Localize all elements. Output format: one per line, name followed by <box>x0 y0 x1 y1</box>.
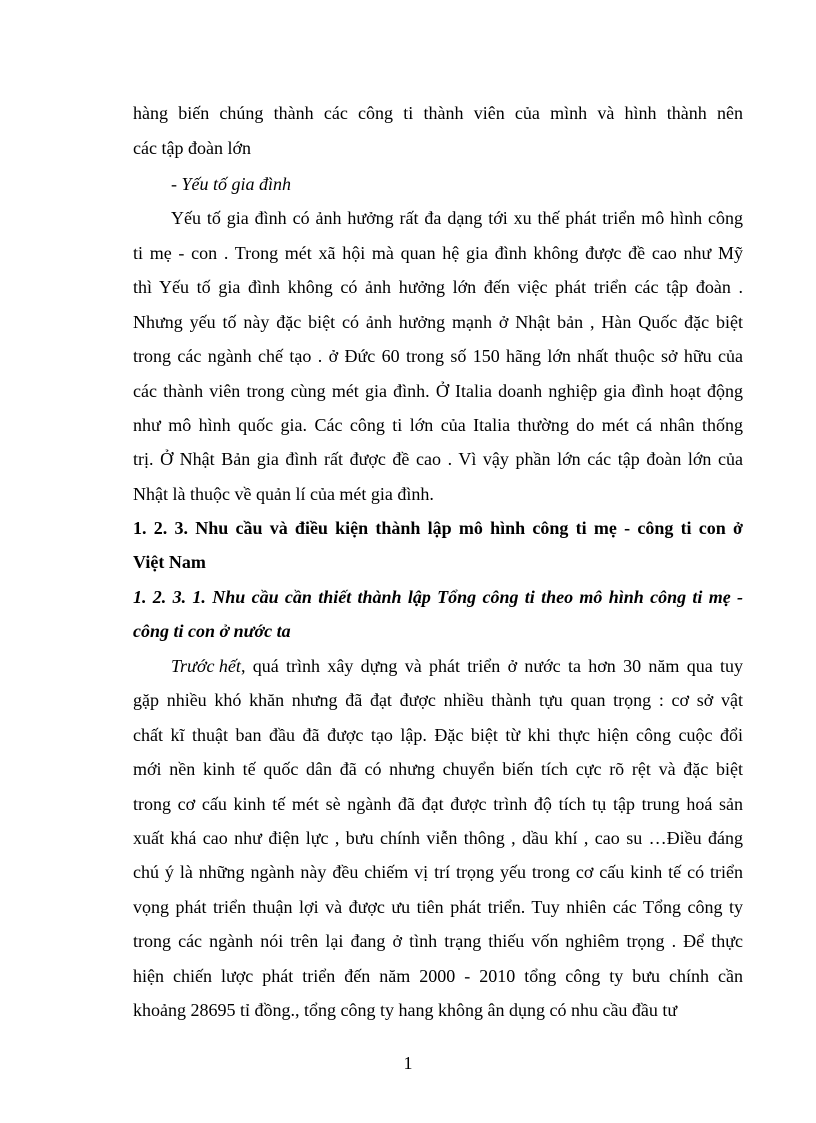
paragraph-line: trong cơ cấu kinh tế mét sè ngành đã đạt được trình độ tích tụ tập trung hoá sản <box>133 794 743 814</box>
paragraph-line: xuất khá cao như điện lực , bưu chính viễn thông , dầu khí , cao su …Điều đáng <box>133 828 743 848</box>
paragraph-line: hàng biến chúng thành các công ti thành viên của mình và hình thành nên <box>133 103 743 123</box>
paragraph-line: vọng phát triển thuận lợi và được ưu tiên phát triển. Tuy nhiên các Tổng công ty <box>133 897 743 917</box>
paragraph-line: hiện chiến lược phát triển đến năm 2000 - 2010 tổng công ty bưu chính cần <box>133 966 743 986</box>
paragraph-line: ti mẹ - con . Trong mét xã hội mà quan hệ gia đình không được đề cao như Mỹ <box>133 243 743 263</box>
subheading-family-factor: - Yếu tố gia đình <box>171 174 291 194</box>
paragraph-line: khoảng 28695 tỉ đồng., tổng công ty hang không ân dụng có nhu cầu đầu tư <box>133 1000 678 1020</box>
paragraph-line: các thành viên trong cùng mét gia đình. Ở Italia doanh nghiệp gia đình hoạt động <box>133 381 743 401</box>
paragraph-line: Nhưng yếu tố này đặc biệt có ảnh hưởng mạnh ở Nhật bản , Hàn Quốc đặc biệt <box>133 312 743 332</box>
subsection-heading-continued: công ti con ở nước ta <box>133 621 291 641</box>
paragraph-line: trị. Ở Nhật Bản gia đình rất được đề cao . Vì vậy phần lớn các tập đoàn lớn của <box>133 449 743 469</box>
paragraph-line: chú ý là những ngành này đều chiếm vị trí trọng yếu trong cơ cấu kinh tế có triển <box>133 862 743 882</box>
paragraph-line: gặp nhiều khó khăn nhưng đã đạt được nhiều thành tựu quan trọng : cơ sở vật <box>133 690 743 710</box>
subsection-heading: 1. 2. 3. 1. Nhu cầu cần thiết thành lập Tổng công ti theo mô hình công ti mẹ - <box>133 587 743 607</box>
paragraph-line: Nhật là thuộc về quản lí của mét gia đình. <box>133 484 434 504</box>
paragraph-line: như mô hình quốc gia. Các công ti lớn của Italia thường do mét cá nhân thống <box>133 415 743 435</box>
emphasis-text: Trước hết <box>171 656 241 676</box>
paragraph-line: thì Yếu tố gia đình không có ảnh hưởng lớn đến việc phát triển các tập đoàn . <box>133 277 743 297</box>
paragraph-line: mới nền kinh tế quốc dân đã có nhưng chuyển biến tích cực rõ rệt và đặc biệt <box>133 759 743 779</box>
paragraph-line-rest: , quá trình xây dựng và phát triển ở nước ta hơn 30 năm qua tuy <box>240 656 743 676</box>
paragraph-line: trong các ngành chế tạo . ở Đức 60 trong số 150 hãng lớn nhất thuộc sở hữu của <box>133 346 743 366</box>
page-number: 1 <box>403 1053 413 1073</box>
paragraph-line: trong các ngành nói trên lại đang ở tình trạng thiếu vốn nghiêm trọng . Để thực <box>133 931 743 951</box>
section-heading-continued: Việt Nam <box>133 552 206 572</box>
paragraph-line: chất kĩ thuật ban đầu đã được tạo lập. Đặc biệt từ khi thực hiện công cuộc đổi <box>133 725 743 745</box>
paragraph-line: Yếu tố gia đình có ảnh hưởng rất đa dạng tới xu thế phát triển mô hình công <box>171 208 743 228</box>
paragraph-line: các tập đoàn lớn <box>133 138 251 158</box>
section-heading: 1. 2. 3. Nhu cầu và điều kiện thành lập mô hình công ti mẹ - công ti con ở <box>133 518 743 538</box>
paragraph-line-first <box>171 655 743 677</box>
